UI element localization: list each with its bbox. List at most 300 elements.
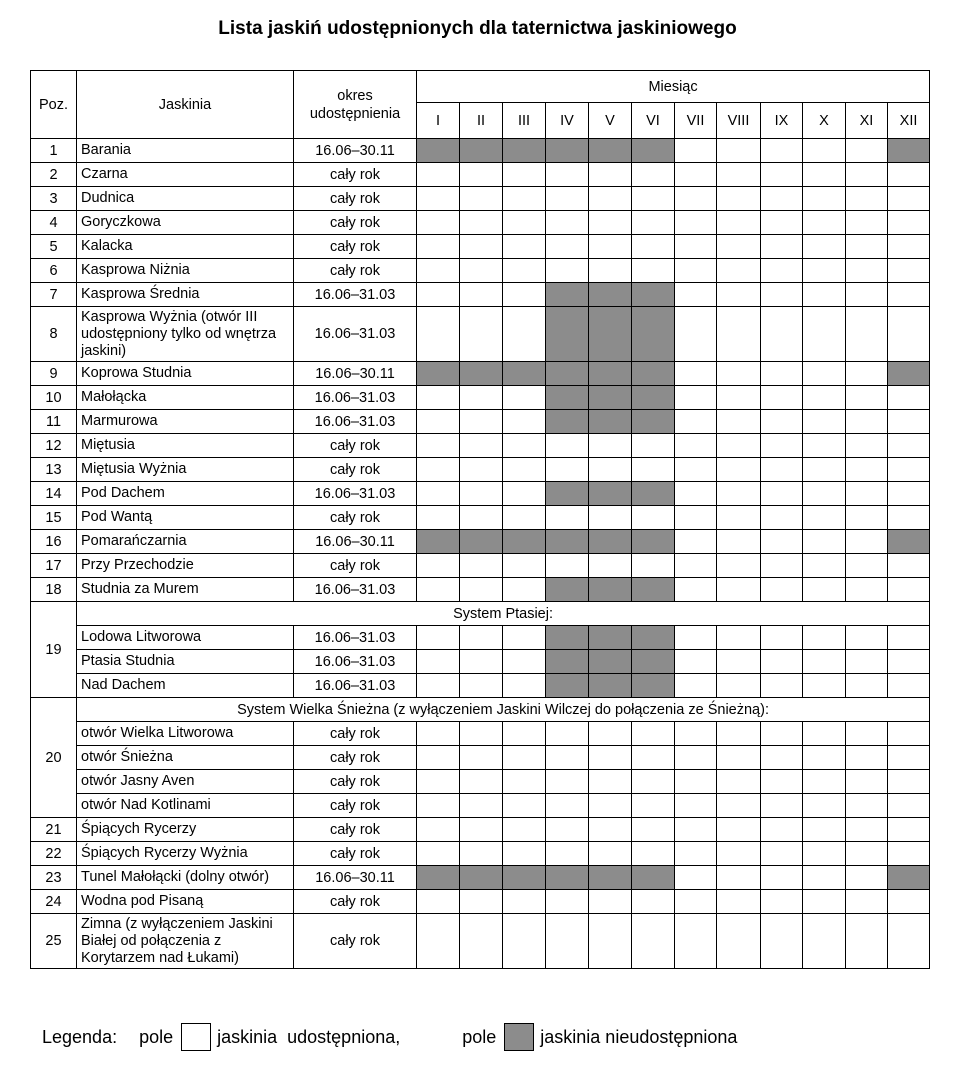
cave-name: Pod Dachem <box>77 482 294 506</box>
month-cell-open <box>803 866 846 890</box>
month-cell-open <box>503 890 546 914</box>
month-cell-open <box>460 650 503 674</box>
month-cell-open <box>803 818 846 842</box>
month-cell-open <box>460 578 503 602</box>
month-cell-open <box>417 842 460 866</box>
month-cell-open <box>503 722 546 746</box>
month-cell-open <box>417 259 460 283</box>
table-row <box>31 410 930 434</box>
month-cell-open <box>888 458 930 482</box>
month-cell-open <box>675 283 717 307</box>
cave-period: cały rok <box>294 163 417 187</box>
month-cell-open <box>589 890 632 914</box>
month-cell-open <box>460 890 503 914</box>
month-cell-open <box>717 211 761 235</box>
month-cell-open <box>846 746 888 770</box>
month-cell-closed <box>589 674 632 698</box>
month-cell-open <box>675 554 717 578</box>
row-position: 11 <box>31 410 77 434</box>
month-cell-open <box>803 578 846 602</box>
month-cell-closed <box>589 626 632 650</box>
month-cell-open <box>888 283 930 307</box>
month-cell-open <box>846 770 888 794</box>
cave-name: Śpiących Rycerzy <box>77 818 294 842</box>
row-position: 23 <box>31 866 77 890</box>
cave-period: cały rok <box>294 554 417 578</box>
table-row <box>31 770 930 794</box>
row-position: 2 <box>31 163 77 187</box>
month-cell-closed <box>546 362 589 386</box>
month-cell-open <box>846 434 888 458</box>
month-cell-open <box>846 578 888 602</box>
cave-name: Małołącka <box>77 386 294 410</box>
month-cell-open <box>717 746 761 770</box>
month-cell-open <box>675 434 717 458</box>
month-cell-open <box>761 770 803 794</box>
cave-name: Ptasia Studnia <box>77 650 294 674</box>
month-cell-open <box>803 458 846 482</box>
month-cell-open <box>761 283 803 307</box>
row-position: 18 <box>31 578 77 602</box>
cave-period: 16.06–31.03 <box>294 283 417 307</box>
row-position: 20 <box>31 698 77 818</box>
month-cell-open <box>460 386 503 410</box>
month-cell-open <box>888 914 930 969</box>
table-row <box>31 626 930 650</box>
month-cell-closed <box>888 866 930 890</box>
month-cell-closed <box>632 139 675 163</box>
header-miesiac: Miesiąc <box>417 71 930 103</box>
header-jaskinia: Jaskinia <box>77 71 294 139</box>
month-cell-open <box>675 139 717 163</box>
month-cell-closed <box>589 139 632 163</box>
month-cell-open <box>503 746 546 770</box>
month-cell-open <box>761 259 803 283</box>
month-cell-open <box>761 650 803 674</box>
month-cell-closed <box>460 530 503 554</box>
legend-closed-swatch <box>504 1023 534 1051</box>
legend-pole-closed: pole <box>462 1026 497 1047</box>
month-header-viii: VIII <box>717 103 761 139</box>
month-cell-open <box>460 626 503 650</box>
month-cell-open <box>888 386 930 410</box>
month-cell-open <box>888 674 930 698</box>
month-cell-open <box>675 794 717 818</box>
month-cell-open <box>761 746 803 770</box>
cave-name: Barania <box>77 139 294 163</box>
month-cell-open <box>803 530 846 554</box>
month-cell-open <box>803 235 846 259</box>
table-row <box>31 139 930 163</box>
month-cell-open <box>460 554 503 578</box>
month-cell-open <box>675 770 717 794</box>
month-cell-open <box>503 434 546 458</box>
month-cell-open <box>417 187 460 211</box>
month-cell-closed <box>460 362 503 386</box>
month-cell-open <box>675 722 717 746</box>
month-header-v: V <box>589 103 632 139</box>
month-cell-open <box>503 211 546 235</box>
row-position: 12 <box>31 434 77 458</box>
month-cell-open <box>675 746 717 770</box>
table-row <box>31 163 930 187</box>
month-cell-open <box>761 578 803 602</box>
month-cell-open <box>632 794 675 818</box>
month-cell-open <box>761 674 803 698</box>
month-cell-open <box>632 235 675 259</box>
row-position: 24 <box>31 890 77 914</box>
month-cell-open <box>589 211 632 235</box>
month-cell-open <box>589 746 632 770</box>
month-cell-open <box>803 842 846 866</box>
month-cell-open <box>761 434 803 458</box>
month-cell-open <box>717 307 761 362</box>
row-position: 1 <box>31 139 77 163</box>
month-cell-open <box>888 235 930 259</box>
month-cell-open <box>675 890 717 914</box>
month-cell-open <box>460 746 503 770</box>
month-cell-open <box>632 163 675 187</box>
cave-period: cały rok <box>294 259 417 283</box>
month-cell-open <box>546 235 589 259</box>
cave-name: Pomarańczarnia <box>77 530 294 554</box>
month-cell-open <box>417 554 460 578</box>
table-row <box>31 506 930 530</box>
month-cell-closed <box>589 410 632 434</box>
month-cell-open <box>803 434 846 458</box>
month-cell-open <box>717 434 761 458</box>
cave-period: 16.06–31.03 <box>294 578 417 602</box>
cave-name: Kasprowa Wyżnia (otwór III udostępniony tylko od wnętrza jaskini) <box>77 307 294 362</box>
month-cell-open <box>675 386 717 410</box>
month-cell-open <box>846 554 888 578</box>
month-cell-open <box>460 259 503 283</box>
month-cell-open <box>803 794 846 818</box>
month-cell-open <box>675 842 717 866</box>
cave-name: Miętusia <box>77 434 294 458</box>
month-cell-open <box>888 578 930 602</box>
cave-period: cały rok <box>294 506 417 530</box>
row-position: 25 <box>31 914 77 969</box>
month-cell-closed <box>417 139 460 163</box>
month-cell-open <box>888 211 930 235</box>
month-cell-closed <box>888 139 930 163</box>
month-cell-open <box>417 458 460 482</box>
month-cell-closed <box>460 139 503 163</box>
month-cell-open <box>503 410 546 434</box>
month-cell-open <box>546 794 589 818</box>
month-header-iii: III <box>503 103 546 139</box>
month-cell-closed <box>589 307 632 362</box>
legend <box>42 1022 737 1052</box>
month-cell-open <box>460 482 503 506</box>
month-cell-open <box>846 866 888 890</box>
month-cell-open <box>589 235 632 259</box>
month-cell-closed <box>546 482 589 506</box>
month-cell-open <box>503 554 546 578</box>
month-cell-open <box>589 818 632 842</box>
month-cell-open <box>503 187 546 211</box>
cave-name: Kasprowa Średnia <box>77 283 294 307</box>
table-row <box>31 842 930 866</box>
month-cell-open <box>503 818 546 842</box>
month-cell-open <box>460 674 503 698</box>
month-cell-open <box>503 482 546 506</box>
cave-name: Tunel Małołącki (dolny otwór) <box>77 866 294 890</box>
month-cell-open <box>846 890 888 914</box>
month-cell-open <box>846 362 888 386</box>
month-cell-open <box>888 259 930 283</box>
cave-name: Zimna (z wyłączeniem Jaskini Białej od połączenia z Korytarzem nad Łukami) <box>77 914 294 969</box>
month-cell-closed <box>589 866 632 890</box>
month-cell-closed <box>888 362 930 386</box>
cave-name: Studnia za Murem <box>77 578 294 602</box>
month-cell-open <box>417 211 460 235</box>
month-cell-open <box>417 307 460 362</box>
month-cell-open <box>417 674 460 698</box>
month-cell-open <box>888 163 930 187</box>
month-cell-closed <box>460 866 503 890</box>
month-cell-open <box>761 866 803 890</box>
caves-table-body <box>31 139 930 969</box>
cave-period: 16.06–31.03 <box>294 410 417 434</box>
table-row <box>31 386 930 410</box>
month-cell-open <box>632 722 675 746</box>
month-cell-open <box>503 386 546 410</box>
month-cell-open <box>546 914 589 969</box>
month-cell-open <box>632 890 675 914</box>
month-header-vi: VI <box>632 103 675 139</box>
month-cell-open <box>761 410 803 434</box>
month-cell-open <box>761 842 803 866</box>
month-cell-open <box>761 794 803 818</box>
month-cell-open <box>417 163 460 187</box>
month-cell-open <box>803 187 846 211</box>
cave-period: cały rok <box>294 842 417 866</box>
month-cell-closed <box>589 650 632 674</box>
month-cell-open <box>417 578 460 602</box>
table-row <box>31 722 930 746</box>
month-cell-open <box>675 187 717 211</box>
month-cell-open <box>503 163 546 187</box>
month-cell-closed <box>546 674 589 698</box>
month-cell-open <box>846 506 888 530</box>
month-cell-open <box>803 259 846 283</box>
month-cell-open <box>803 283 846 307</box>
month-cell-open <box>460 914 503 969</box>
month-cell-open <box>460 722 503 746</box>
month-cell-open <box>632 818 675 842</box>
month-cell-open <box>846 626 888 650</box>
month-cell-open <box>803 554 846 578</box>
month-cell-open <box>417 283 460 307</box>
month-cell-closed <box>632 283 675 307</box>
cave-name: Lodowa Litworowa <box>77 626 294 650</box>
month-cell-open <box>717 163 761 187</box>
month-cell-closed <box>632 307 675 362</box>
month-cell-closed <box>503 139 546 163</box>
month-header-x: X <box>803 103 846 139</box>
cave-name: Dudnica <box>77 187 294 211</box>
month-cell-open <box>717 283 761 307</box>
header-okres: okres udostępnienia <box>294 71 417 139</box>
table-row <box>31 866 930 890</box>
month-cell-open <box>632 187 675 211</box>
row-position: 19 <box>31 602 77 698</box>
cave-period: cały rok <box>294 746 417 770</box>
cave-name: otwór Nad Kotlinami <box>77 794 294 818</box>
month-cell-open <box>589 187 632 211</box>
month-cell-open <box>417 626 460 650</box>
month-cell-open <box>761 362 803 386</box>
month-cell-open <box>717 530 761 554</box>
caves-table <box>30 70 930 969</box>
table-row <box>31 818 930 842</box>
month-cell-open <box>589 770 632 794</box>
month-cell-open <box>717 674 761 698</box>
month-cell-open <box>888 307 930 362</box>
month-cell-open <box>888 650 930 674</box>
month-cell-open <box>846 235 888 259</box>
month-cell-open <box>417 770 460 794</box>
month-cell-open <box>888 434 930 458</box>
cave-period: 16.06–30.11 <box>294 139 417 163</box>
month-cell-open <box>761 506 803 530</box>
table-row <box>31 650 930 674</box>
month-header-iv: IV <box>546 103 589 139</box>
row-position: 15 <box>31 506 77 530</box>
month-cell-open <box>888 626 930 650</box>
month-cell-open <box>803 307 846 362</box>
month-cell-open <box>888 410 930 434</box>
table-row <box>31 259 930 283</box>
cave-period: cały rok <box>294 434 417 458</box>
month-cell-open <box>888 746 930 770</box>
month-cell-open <box>761 307 803 362</box>
month-cell-open <box>460 506 503 530</box>
month-cell-open <box>632 554 675 578</box>
month-cell-open <box>417 506 460 530</box>
month-cell-open <box>675 458 717 482</box>
row-position: 5 <box>31 235 77 259</box>
month-cell-open <box>589 434 632 458</box>
month-cell-open <box>503 914 546 969</box>
cave-period: 16.06–30.11 <box>294 866 417 890</box>
month-cell-closed <box>546 650 589 674</box>
cave-period: 16.06–30.11 <box>294 362 417 386</box>
month-cell-open <box>717 770 761 794</box>
month-cell-open <box>761 187 803 211</box>
month-cell-open <box>589 163 632 187</box>
month-cell-closed <box>546 578 589 602</box>
month-cell-open <box>675 259 717 283</box>
month-header-vii: VII <box>675 103 717 139</box>
month-cell-open <box>460 410 503 434</box>
month-cell-open <box>417 482 460 506</box>
month-cell-open <box>417 386 460 410</box>
month-cell-open <box>675 235 717 259</box>
legend-label: Legenda: <box>42 1026 118 1047</box>
cave-period: 16.06–31.03 <box>294 386 417 410</box>
month-cell-open <box>675 530 717 554</box>
cave-name: Wodna pod Pisaną <box>77 890 294 914</box>
month-cell-closed <box>589 283 632 307</box>
month-cell-open <box>503 650 546 674</box>
month-cell-open <box>717 578 761 602</box>
cave-name: otwór Jasny Aven <box>77 770 294 794</box>
month-cell-open <box>632 458 675 482</box>
month-cell-open <box>803 482 846 506</box>
month-cell-open <box>761 530 803 554</box>
month-cell-closed <box>546 626 589 650</box>
cave-name: Nad Dachem <box>77 674 294 698</box>
month-cell-open <box>589 794 632 818</box>
row-position: 14 <box>31 482 77 506</box>
cave-name: otwór Śnieżna <box>77 746 294 770</box>
table-row <box>31 794 930 818</box>
page-title: Lista jaskiń udostępnionych dla taternictwa jaskiniowego <box>218 18 737 39</box>
row-position: 6 <box>31 259 77 283</box>
month-cell-open <box>589 914 632 969</box>
month-cell-open <box>546 746 589 770</box>
month-cell-closed <box>888 530 930 554</box>
month-cell-open <box>417 818 460 842</box>
month-cell-closed <box>546 307 589 362</box>
month-cell-open <box>761 554 803 578</box>
cave-period: cały rok <box>294 794 417 818</box>
month-cell-open <box>717 458 761 482</box>
month-cell-open <box>417 914 460 969</box>
month-cell-open <box>546 163 589 187</box>
month-cell-open <box>761 386 803 410</box>
row-position: 21 <box>31 818 77 842</box>
month-cell-open <box>803 139 846 163</box>
cave-period: cały rok <box>294 235 417 259</box>
month-cell-closed <box>632 362 675 386</box>
month-cell-open <box>632 506 675 530</box>
month-cell-open <box>761 163 803 187</box>
month-cell-open <box>546 842 589 866</box>
month-cell-open <box>803 722 846 746</box>
month-cell-closed <box>589 482 632 506</box>
table-row <box>31 211 930 235</box>
month-cell-open <box>803 674 846 698</box>
month-cell-open <box>846 259 888 283</box>
month-cell-closed <box>632 866 675 890</box>
month-cell-closed <box>632 482 675 506</box>
month-cell-closed <box>589 386 632 410</box>
month-cell-open <box>460 163 503 187</box>
cave-name: Czarna <box>77 163 294 187</box>
month-cell-open <box>546 506 589 530</box>
month-cell-open <box>803 362 846 386</box>
month-cell-open <box>888 187 930 211</box>
month-cell-open <box>546 434 589 458</box>
month-cell-open <box>546 211 589 235</box>
table-row <box>31 674 930 698</box>
month-cell-open <box>675 818 717 842</box>
cave-period: cały rok <box>294 890 417 914</box>
month-cell-open <box>846 410 888 434</box>
month-cell-open <box>460 434 503 458</box>
month-cell-open <box>632 770 675 794</box>
month-cell-open <box>546 458 589 482</box>
month-cell-open <box>503 458 546 482</box>
system-title: System Wielka Śnieżna (z wyłączeniem Jaskini Wilczej do połączenia ze Śnieżną): <box>77 698 930 722</box>
month-cell-open <box>717 482 761 506</box>
month-cell-open <box>846 722 888 746</box>
cave-name: otwór Wielka Litworowa <box>77 722 294 746</box>
